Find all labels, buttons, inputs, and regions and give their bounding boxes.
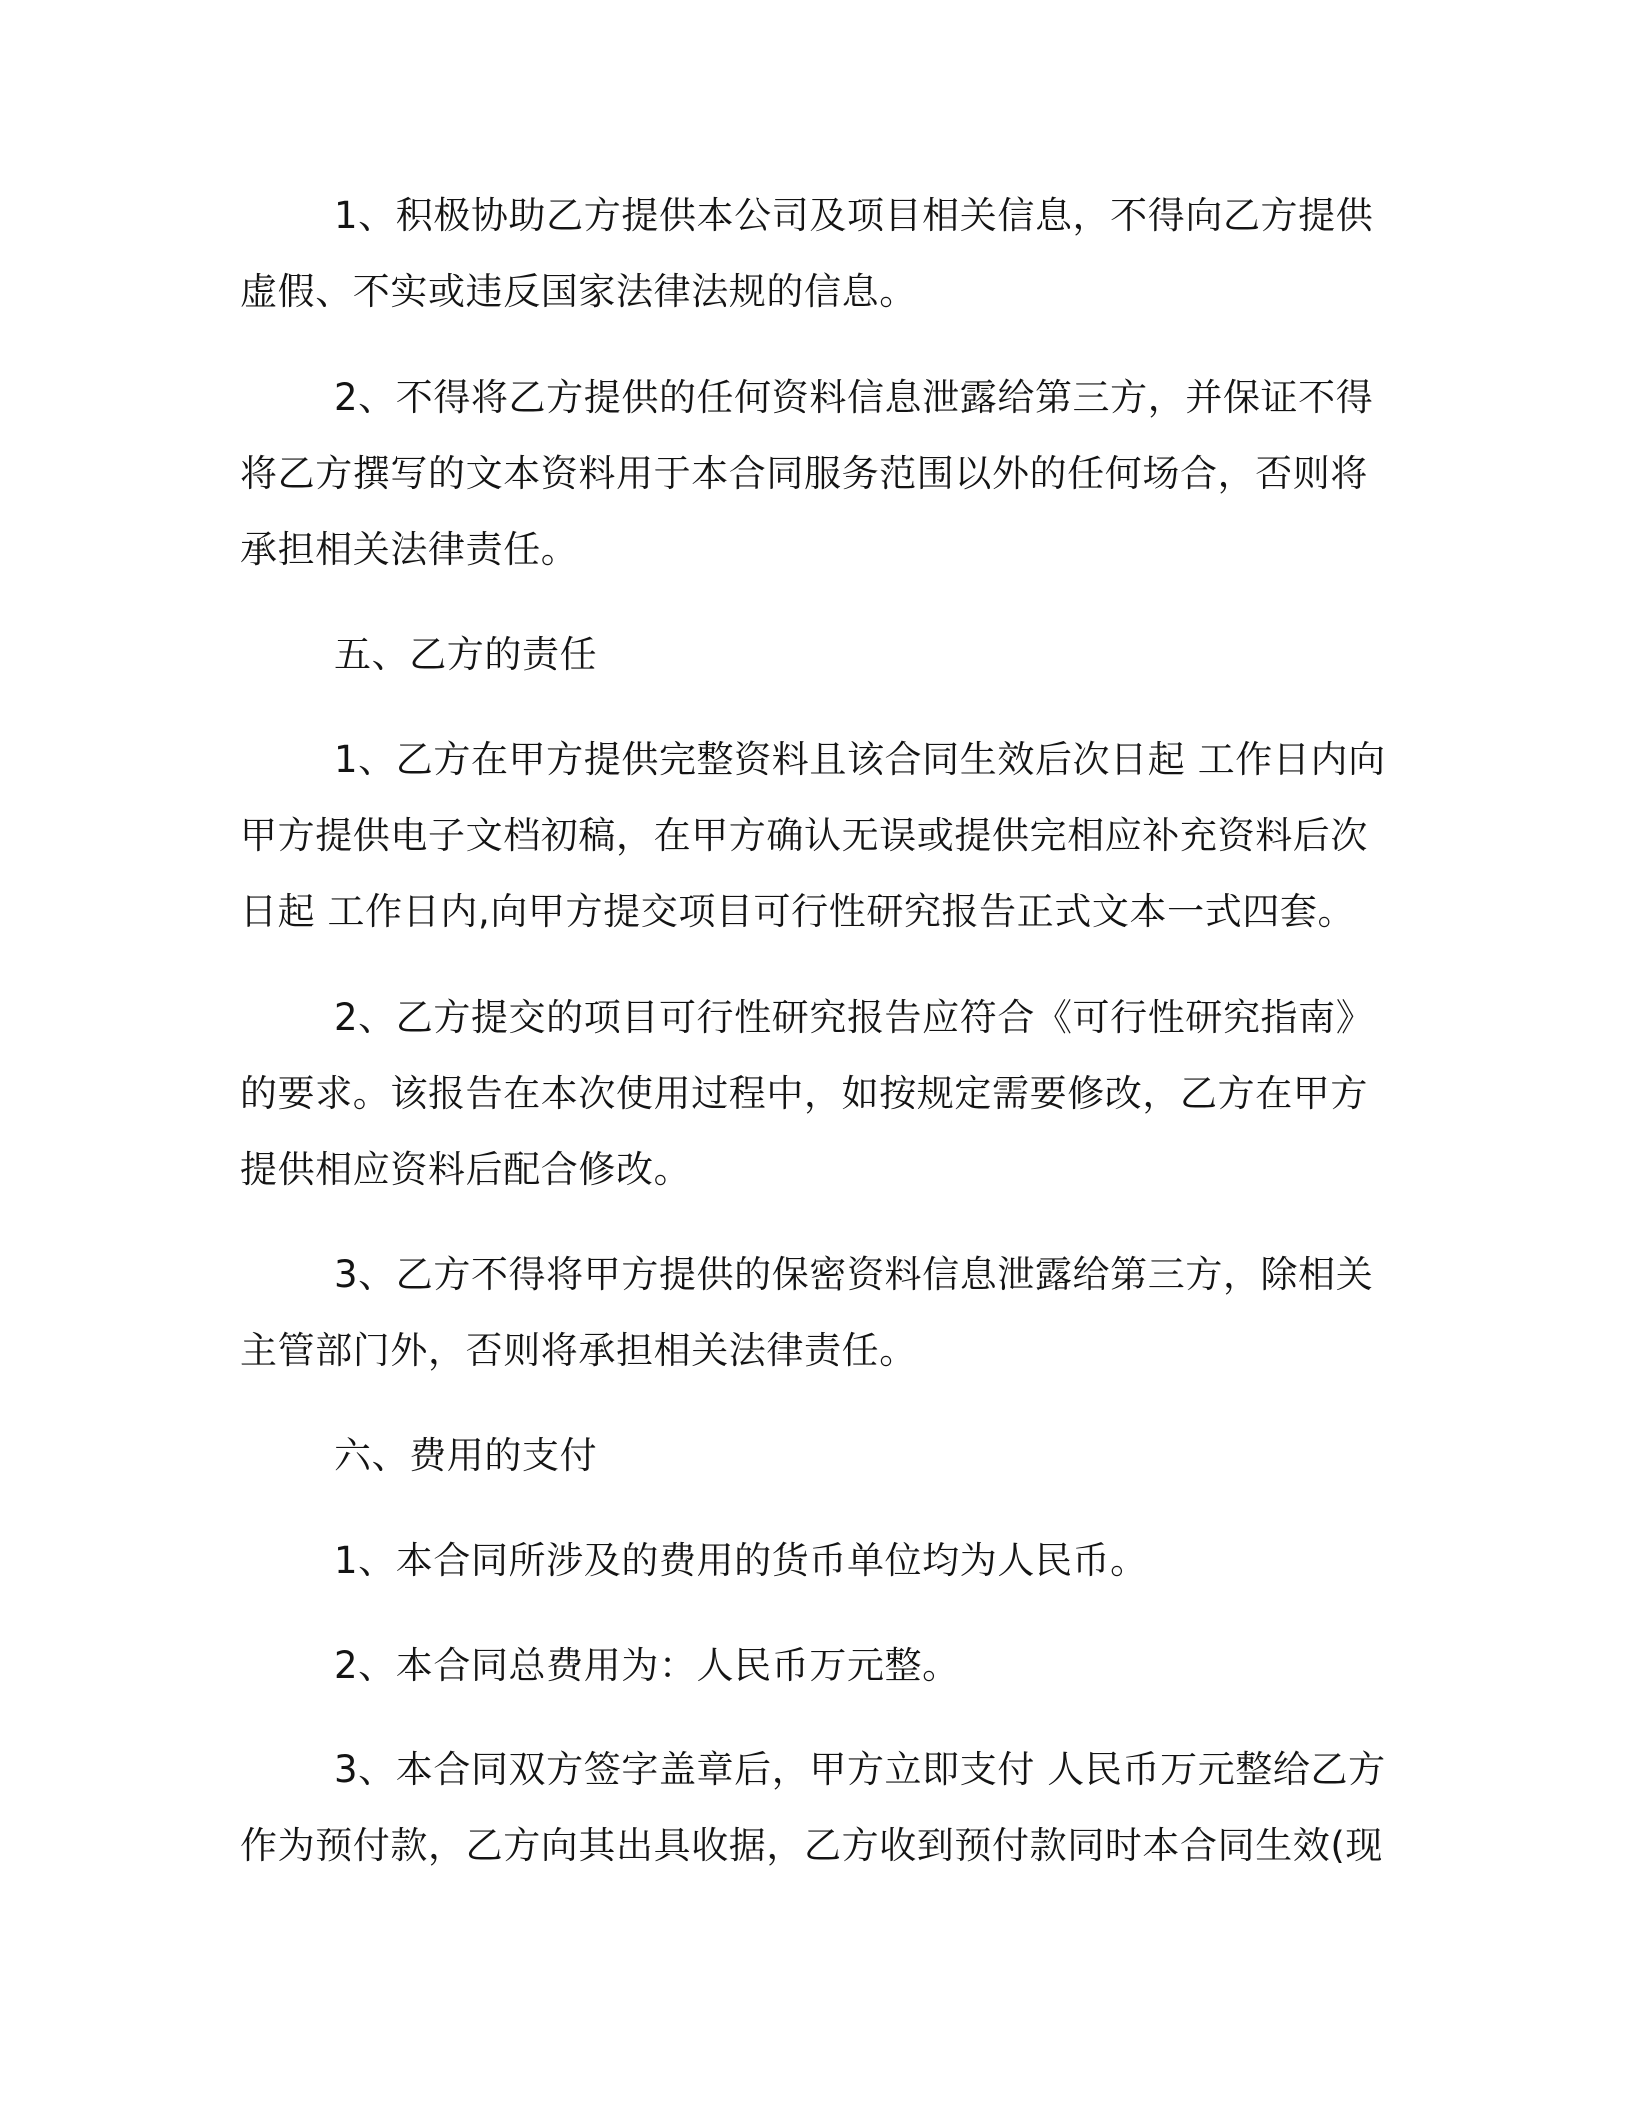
text-line: 1、乙方在甲方提供完整资料且该合同生效后次日起 工作日内向 bbox=[334, 738, 1386, 781]
text-line: 提供相应资料后配合修改。 bbox=[240, 1148, 692, 1191]
text-line: 2、乙方提交的项目可行性研究报告应符合《可行性研究指南》 bbox=[334, 996, 1374, 1039]
text-line: 3、本合同双方签字盖章后，甲方立即支付 人民币万元整给乙方 bbox=[334, 1748, 1386, 1791]
text-line: 甲方提供电子文档初稿，在甲方确认无误或提供完相应补充资料后次 bbox=[240, 814, 1368, 857]
section-heading: 六、费用的支付 bbox=[334, 1434, 598, 1477]
text-line: 日起 工作日内,向甲方提交项目可行性研究报告正式文本一式四套。 bbox=[240, 890, 1356, 933]
text-line: 作为预付款，乙方向其出具收据，乙方收到预付款同时本合同生效(现 bbox=[240, 1824, 1384, 1867]
text-line: 1、本合同所涉及的费用的货币单位均为人民币。 bbox=[334, 1539, 1148, 1582]
text-line: 主管部门外，否则将承担相关法律责任。 bbox=[240, 1329, 917, 1372]
text-line: 1、积极协助乙方提供本公司及项目相关信息，不得向乙方提供 bbox=[334, 194, 1374, 237]
section-heading: 五、乙方的责任 bbox=[334, 633, 598, 676]
text-line: 将乙方撰写的文本资料用于本合同服务范围以外的任何场合，否则将 bbox=[240, 452, 1368, 495]
text-line: 承担相关法律责任。 bbox=[240, 528, 579, 571]
text-line: 3、乙方不得将甲方提供的保密资料信息泄露给第三方，除相关 bbox=[334, 1253, 1374, 1296]
text-line: 虚假、不实或违反国家法律法规的信息。 bbox=[240, 270, 917, 313]
text-line: 2、不得将乙方提供的任何资料信息泄露给第三方，并保证不得 bbox=[334, 376, 1374, 419]
text-line: 2、本合同总费用为：人民币万元整。 bbox=[334, 1644, 960, 1687]
text-line: 的要求。该报告在本次使用过程中，如按规定需要修改，乙方在甲方 bbox=[240, 1072, 1368, 1115]
